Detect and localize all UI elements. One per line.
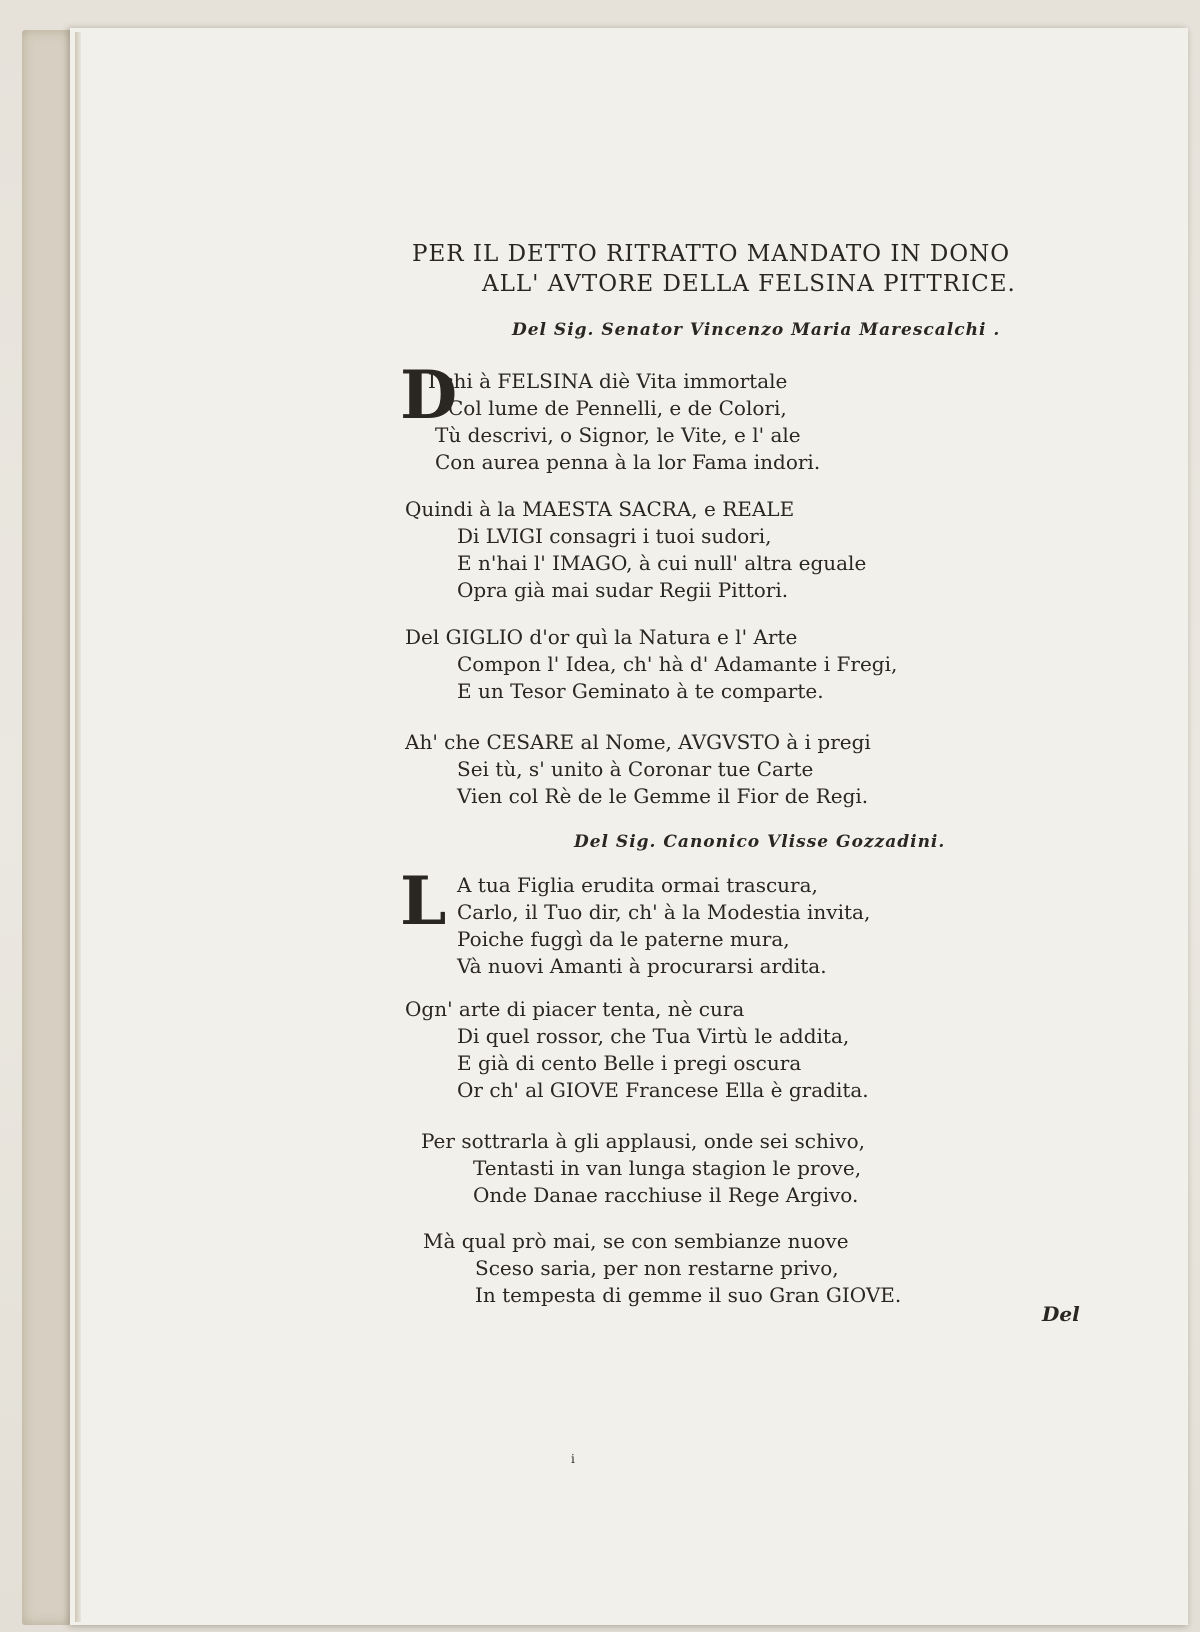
verse-line: E un Tesor Geminato à te comparte. <box>457 679 824 703</box>
verse-line: Opra già mai sudar Regii Pittori. <box>457 578 789 602</box>
verse-line: Col lume de Pennelli, e de Colori, <box>448 396 787 420</box>
catchword: Del <box>1042 1302 1080 1326</box>
verse-line: Mà qual prò mai, se con sembianze nuove <box>423 1229 849 1253</box>
verse-line: Vien col Rè de le Gemme il Fior de Regi. <box>457 784 869 808</box>
verse-line: Per sottrarla à gli applausi, onde sei schivo, <box>421 1129 865 1153</box>
verse-line: Compon l' Idea, ch' hà d' Adamante i Fregi, <box>457 652 898 676</box>
verse-line: Del GIGLIO d'or quì la Natura e l' Arte <box>405 625 798 649</box>
poem1-stanza-2 <box>405 496 1025 604</box>
poem1-attribution: Del Sig. Senator Vincenzo Maria Marescalchi . <box>512 320 1001 340</box>
verse-line: E n'hai l' IMAGO, à cui null' altra eguale <box>457 551 867 575</box>
verse-line: Di quel rossor, che Tua Virtù le addita, <box>457 1024 850 1048</box>
page-edge <box>75 32 81 1622</box>
verse-line: Sei tù, s' unito à Coronar tue Carte <box>457 757 814 781</box>
verse-line: Carlo, il Tuo dir, ch' à la Modestia invita, <box>457 900 871 924</box>
poem1-drop-cap: D <box>400 356 458 434</box>
poem2-stanza-1 <box>405 872 1025 980</box>
poem2-stanza-2 <box>405 996 1025 1104</box>
poem1-stanza-4 <box>405 729 1025 810</box>
verse-line: E già di cento Belle i pregi oscura <box>457 1051 802 1075</box>
verse-line: Tù descrivi, o Signor, le Vite, e l' ale <box>435 423 801 447</box>
verse-line: Ogn' arte di piacer tenta, nè cura <box>405 997 745 1021</box>
verse-line: Poiche fuggì da le paterne mura, <box>457 927 790 951</box>
verse-line: Quindi à la MAESTA SACRA, e REALE <box>405 497 795 521</box>
verse-line: I chi à FELSINA diè Vita immortale <box>428 369 788 393</box>
verse-line: Con aurea penna à la lor Fama indori. <box>435 450 821 474</box>
verse-line: Sceso saria, per non restarne privo, <box>475 1256 839 1280</box>
poem1-stanza-1 <box>405 368 1025 476</box>
verse-line: Tentasti in van lunga stagion le prove, <box>473 1156 862 1180</box>
verse-line: A tua Figlia erudita ormai trascura, <box>457 873 818 897</box>
title-line-2: ALL' AVTORE DELLA FELSINA PITTRICE. <box>482 271 1016 297</box>
signature-mark: i <box>571 1452 575 1466</box>
verse-line: Di LVIGI consagri i tuoi sudori, <box>457 524 772 548</box>
verse-line: In tempesta di gemme il suo Gran GIOVE. <box>475 1283 902 1307</box>
poem1-stanza-3 <box>405 624 1025 705</box>
verse-line: Onde Danae racchiuse il Rege Argivo. <box>473 1183 859 1207</box>
poem2-stanza-4 <box>405 1228 1025 1309</box>
verse-line: Và nuovi Amanti à procurarsi ardita. <box>457 954 827 978</box>
poem2-stanza-3 <box>405 1128 1025 1209</box>
title-line-1: PER IL DETTO RITRATTO MANDATO IN DONO <box>412 241 1011 267</box>
poem2-attribution: Del Sig. Canonico Vlisse Gozzadini. <box>574 832 946 852</box>
verse-line: Ah' che CESARE al Nome, AVGVSTO à i pregi <box>405 730 871 754</box>
verse-line: Or ch' al GIOVE Francese Ella è gradita. <box>457 1078 869 1102</box>
poem2-drop-cap: L <box>400 862 447 940</box>
